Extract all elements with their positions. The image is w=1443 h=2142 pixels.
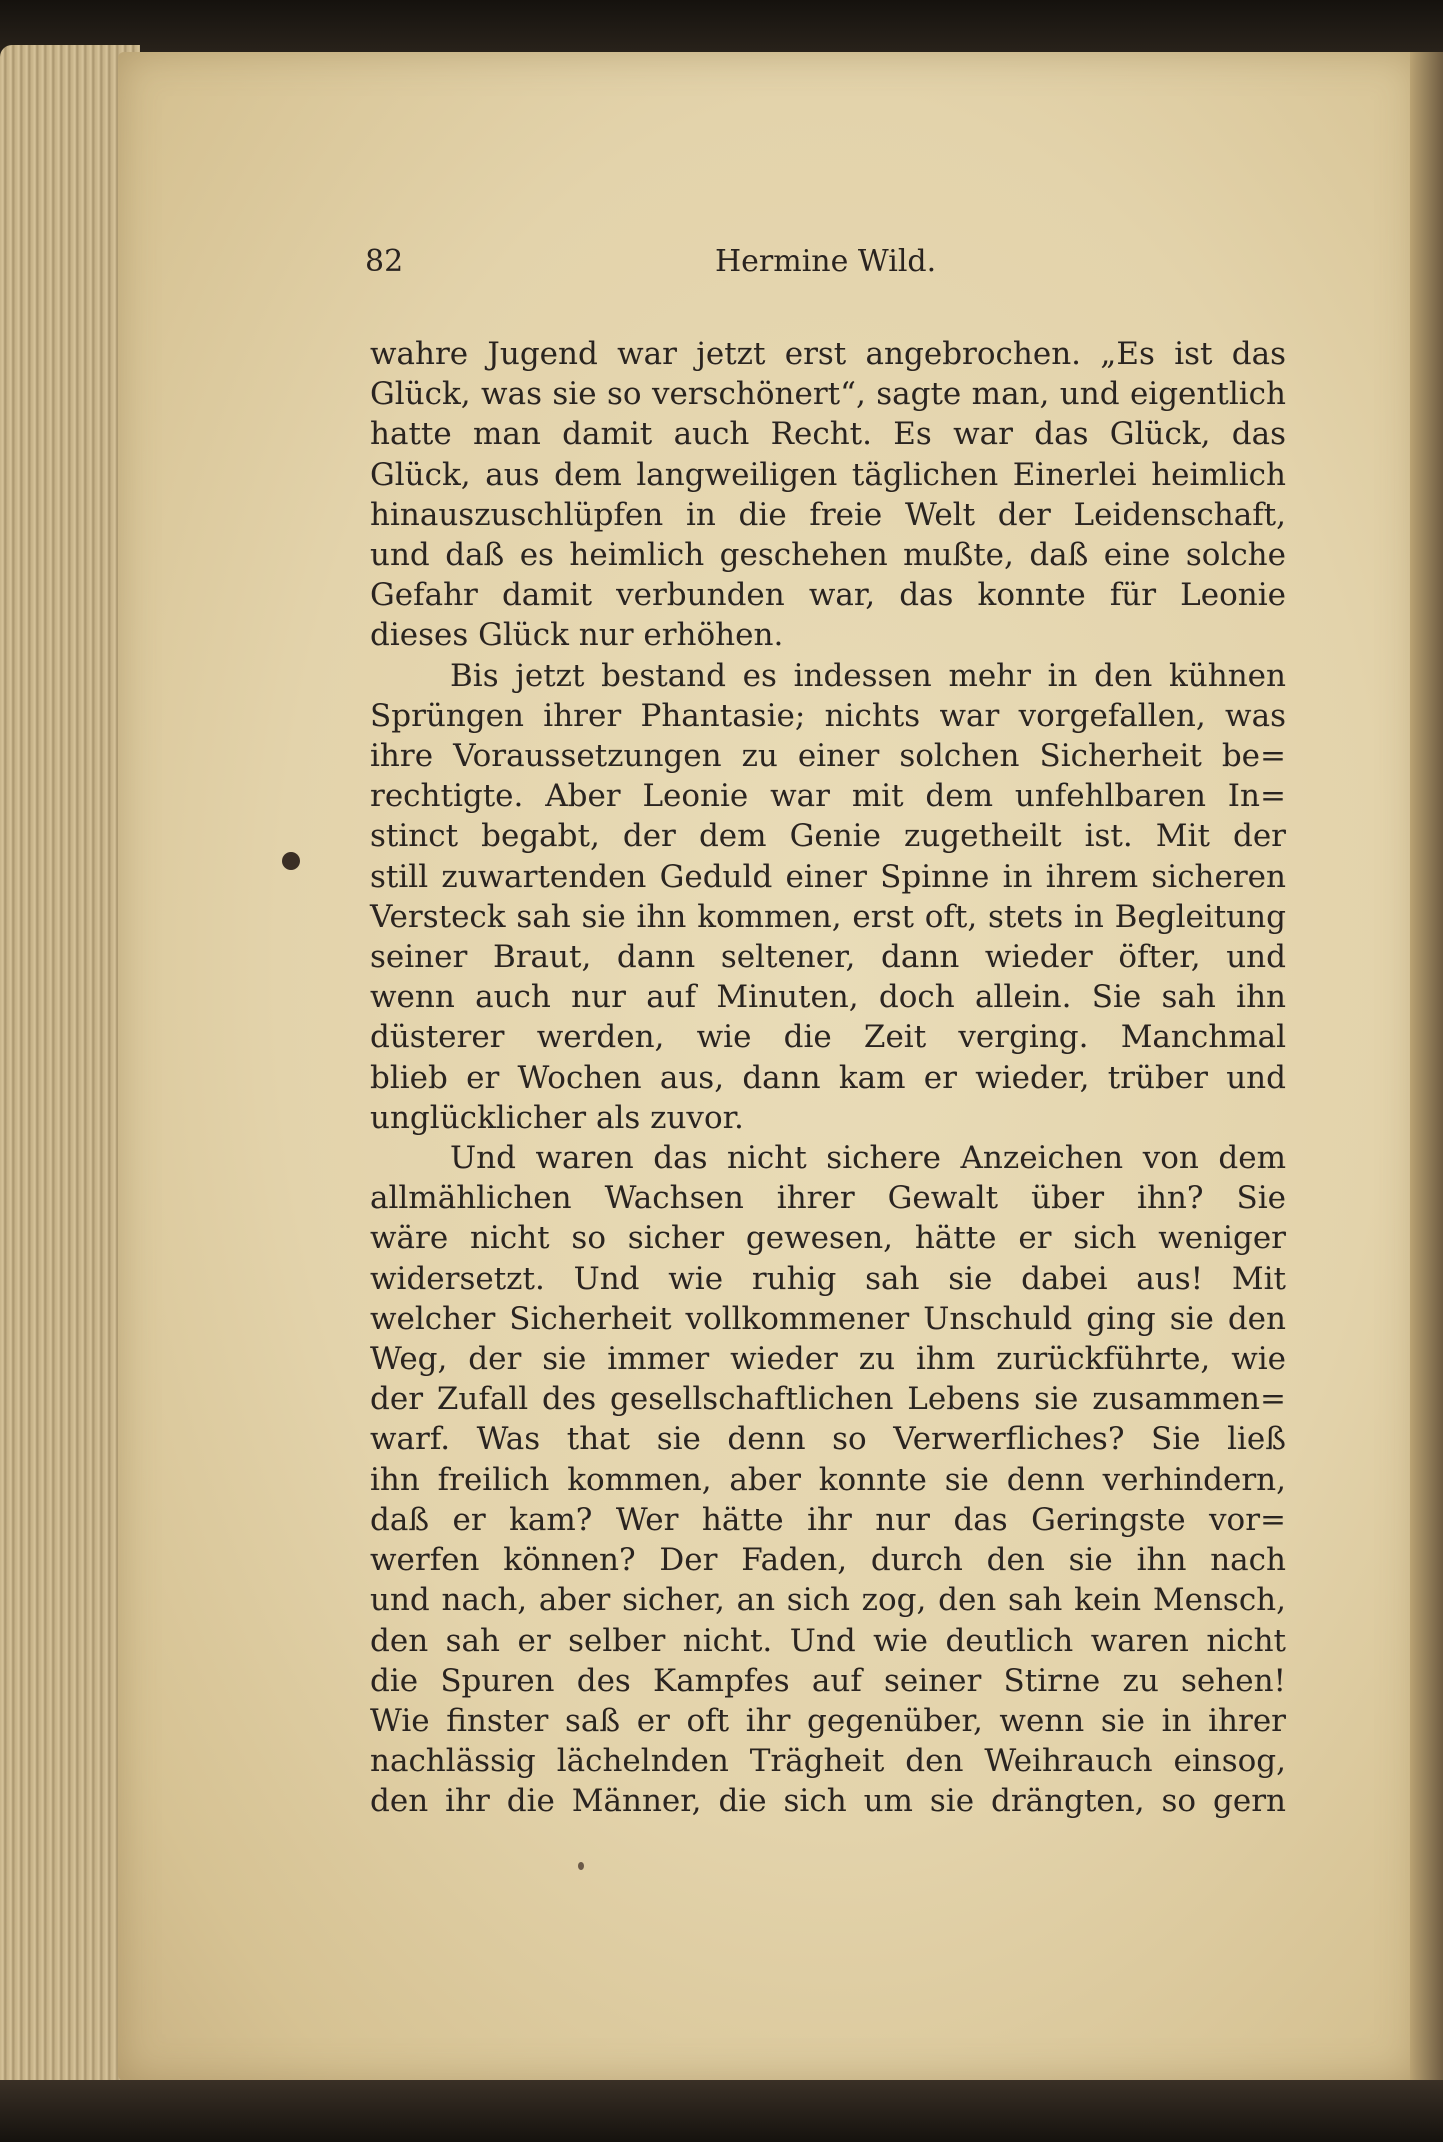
page-gutter-shadow bbox=[1410, 52, 1443, 2082]
text-line: werfen können? Der Faden, durch den sie ihn nach bbox=[370, 1542, 1286, 1579]
text-line: Gefahr damit verbunden war, das konnte für Leonie bbox=[370, 577, 1286, 614]
text-line: stinct begabt, der dem Genie zugetheilt ist. Mit der bbox=[370, 818, 1286, 855]
text-line: daß er kam? Wer hätte ihr nur das Geringste vor= bbox=[370, 1501, 1286, 1538]
book-cover-top bbox=[0, 0, 1443, 60]
text-line: ihn freilich kommen, aber konnte sie denn verhindern, bbox=[370, 1461, 1286, 1498]
text-line: wäre nicht so sicher gewesen, hätte er sich weniger bbox=[370, 1220, 1286, 1257]
text-line: Weg, der sie immer wieder zu ihm zurückführte, wie bbox=[370, 1341, 1286, 1378]
text-line: ihre Voraussetzungen zu einer solchen Sicherheit be= bbox=[370, 738, 1286, 775]
text-line: den sah er selber nicht. Und wie deutlich waren nicht bbox=[370, 1622, 1286, 1659]
text-line: widersetzt. Und wie ruhig sah sie dabei aus! Mit bbox=[370, 1260, 1286, 1297]
ink-blot bbox=[282, 852, 300, 870]
paragraph-end-line: dieses Glück nur erhöhen. bbox=[370, 617, 784, 654]
text-line: Sprüngen ihrer Phantasie; nichts war vorgefallen, was bbox=[370, 697, 1286, 734]
text-line: wahre Jugend war jetzt erst angebrochen. „Es ist das bbox=[370, 336, 1286, 372]
paragraph-start-line: Und waren das nicht sichere Anzeichen von dem bbox=[450, 1140, 1286, 1177]
paragraph-start-line: Bis jetzt bestand es indessen mehr in den kühnen bbox=[450, 657, 1286, 694]
text-line: allmählichen Wachsen ihrer Gewalt über ihn? Sie bbox=[370, 1180, 1286, 1217]
paper-speck bbox=[578, 1862, 584, 1870]
text-line: nachlässig lächelnden Trägheit den Weihrauch einsog, bbox=[370, 1743, 1286, 1780]
body-text bbox=[370, 334, 1286, 1822]
text-line: die Spuren des Kampfes auf seiner Stirne zu sehen! bbox=[370, 1662, 1286, 1699]
text-line: seiner Braut, dann seltener, dann wieder öfter, und bbox=[370, 939, 1286, 976]
text-line: still zuwartenden Geduld einer Spinne in ihrem sicheren bbox=[370, 858, 1286, 895]
text-line: den ihr die Männer, die sich um sie drängten, so gern bbox=[370, 1783, 1286, 1820]
text-line: und daß es heimlich geschehen mußte, daß eine solche bbox=[370, 537, 1286, 574]
text-line: wenn auch nur auf Minuten, doch allein. Sie sah ihn bbox=[370, 979, 1286, 1016]
text-line: düsterer werden, wie die Zeit verging. Manchmal bbox=[370, 1019, 1286, 1056]
text-line: und nach, aber sicher, an sich zog, den sah kein Mensch, bbox=[370, 1582, 1286, 1619]
page-number: 82 bbox=[365, 244, 404, 279]
paragraph-end-line: unglücklicher als zuvor. bbox=[370, 1099, 744, 1136]
running-title: Hermine Wild. bbox=[715, 244, 937, 279]
text-line: blieb er Wochen aus, dann kam er wieder, trüber und bbox=[370, 1059, 1286, 1096]
text-line: warf. Was that sie denn so Verwerfliches? Sie ließ bbox=[370, 1421, 1286, 1458]
text-line: welcher Sicherheit vollkommener Unschuld ging sie den bbox=[370, 1300, 1286, 1337]
running-head bbox=[365, 240, 945, 284]
text-line: Glück, was sie so verschönert“, sagte man, und eigentlich bbox=[370, 376, 1286, 413]
text-line: hatte man damit auch Recht. Es war das Glück, das bbox=[370, 416, 1286, 453]
text-line: Versteck sah sie ihn kommen, erst oft, stets in Begleitung bbox=[370, 898, 1286, 935]
text-line: der Zufall des gesellschaftlichen Lebens sie zusammen= bbox=[370, 1381, 1286, 1418]
text-line: rechtigte. Aber Leonie war mit dem unfehlbaren In= bbox=[370, 778, 1286, 815]
text-line: hinauszuschlüpfen in die freie Welt der Leidenschaft, bbox=[370, 496, 1286, 533]
book-cover-bottom bbox=[0, 2080, 1443, 2142]
text-line: Glück, aus dem langweiligen täglichen Einerlei heimlich bbox=[370, 456, 1286, 493]
text-line: Wie finster saß er oft ihr gegenüber, wenn sie in ihrer bbox=[370, 1702, 1286, 1739]
